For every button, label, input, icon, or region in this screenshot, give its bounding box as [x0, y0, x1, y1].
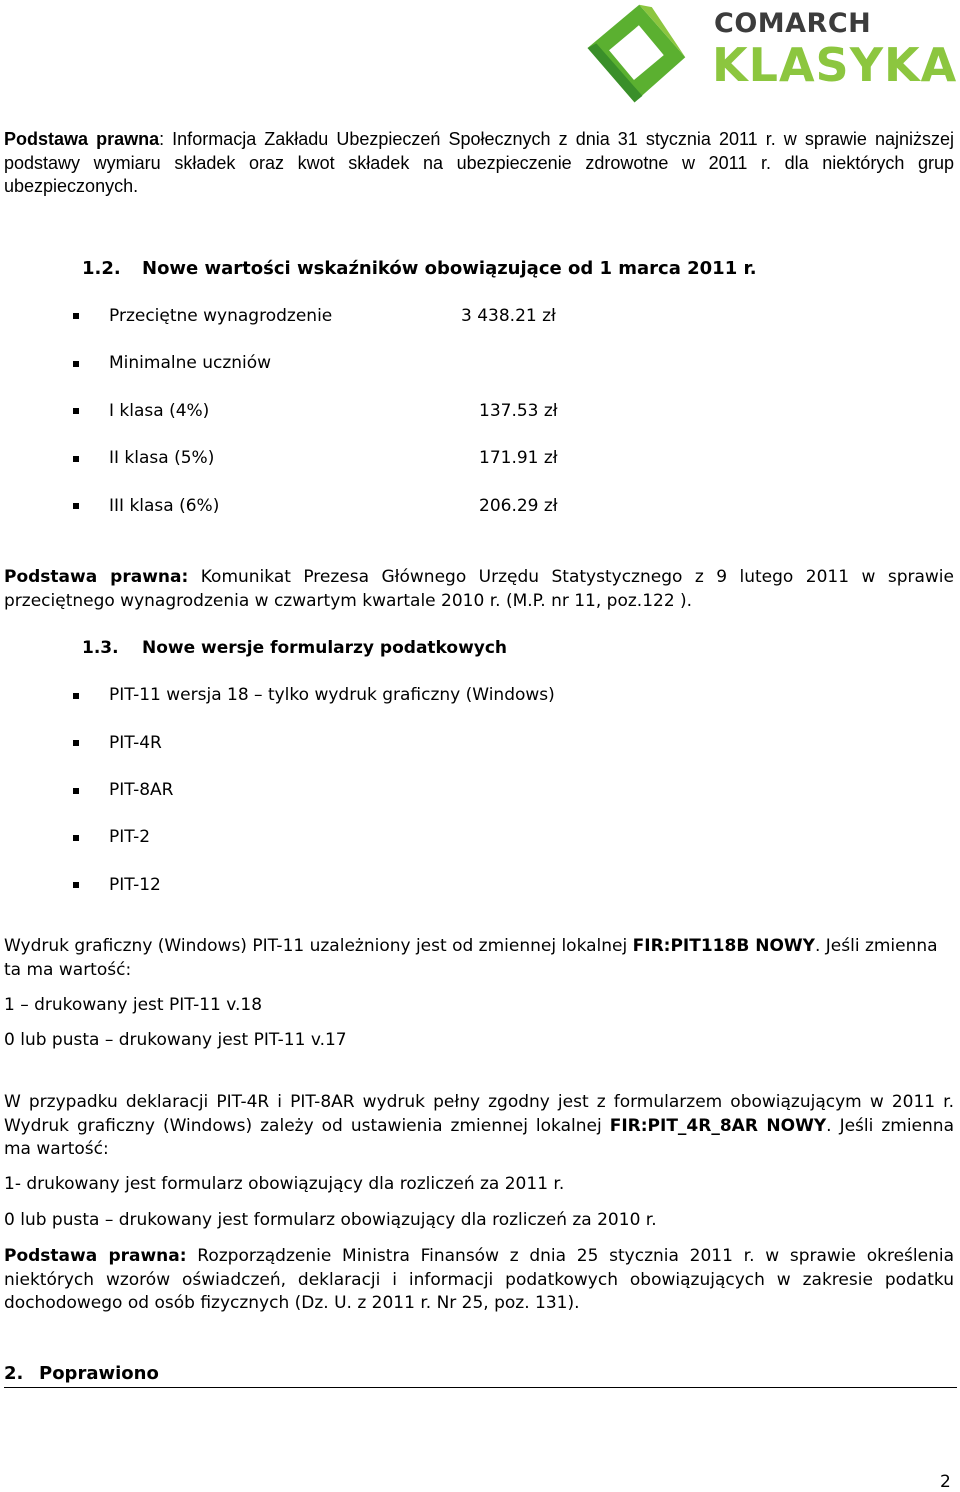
legal-basis-label: Podstawa prawna:	[4, 567, 189, 587]
legal-basis-text: : Informacja Zakładu Ubezpieczeń Społecznych z dnia 31 stycznia 2011 r. w sprawie najniższej podstawy wymiaru składek oraz kwot składek na ubezpieczenie zdrowotne w 2011 r. dla niektórych grup ubezpieczonych.	[4, 129, 954, 196]
indicator-label: I klasa (4%)	[109, 401, 210, 421]
pit11-print-paragraph	[4, 935, 954, 982]
variable-name: FIR:PIT_4R_8AR NOWY	[609, 1115, 827, 1136]
paragraph-text: W przypadku deklaracji PIT-4R i PIT-8AR wydruk pełny zgodny jest z formularzem obowiązującym w 2011 r. Wydruk graficzny (Windows) zależy od ustawienia zmiennej lokalnej	[4, 1092, 954, 1136]
legal-basis-text: Rozporządzenie Ministra Finansów z dnia 25 stycznia 2011 r. w sprawie określenia niektórych wzorów oświadczeń, deklaracji i informacji podatkowych obowiązujących w zakresie podatku dochodowego od osób fizycznych (Dz. U. z 2011 r. Nr 25, poz. 131).	[4, 1246, 954, 1313]
page-number: 2	[940, 1472, 951, 1492]
bullet-icon	[73, 740, 79, 746]
logo-text-comarch: COMARCH	[714, 8, 872, 39]
section-title: Poprawiono	[39, 1363, 159, 1384]
legal-basis-label: Podstawa prawna	[4, 129, 160, 149]
section-divider	[4, 1387, 957, 1388]
bullet-icon	[73, 788, 79, 794]
legal-basis-paragraph-2	[4, 566, 954, 613]
option-line: 1 – drukowany jest PIT-11 v.18	[4, 995, 263, 1015]
section-number: 2.	[4, 1363, 24, 1384]
section-number: 1.3.	[82, 638, 119, 658]
option-line: 0 lub pusta – drukowany jest PIT-11 v.17	[4, 1030, 347, 1050]
option-line: 0 lub pusta – drukowany jest formularz obowiązujący dla rozliczeń za 2010 r.	[4, 1210, 657, 1230]
option-line: 1- drukowany jest formularz obowiązujący dla rozliczeń za 2011 r.	[4, 1174, 565, 1194]
pit4r-print-paragraph	[4, 1091, 954, 1162]
variable-name: FIR:PIT118B NOWY	[632, 936, 815, 956]
form-label: PIT-8AR	[109, 780, 174, 800]
legal-basis-paragraph-1	[4, 128, 954, 199]
form-label: PIT-2	[109, 827, 151, 847]
legal-basis-label: Podstawa prawna:	[4, 1246, 187, 1266]
bullet-icon	[73, 313, 79, 319]
section-heading-1-2	[82, 258, 757, 279]
bullet-icon	[73, 361, 79, 367]
section-number: 1.2.	[82, 258, 121, 279]
paragraph-text: . Jeśli zmienna ma wartość:	[4, 1115, 954, 1159]
bullet-icon	[73, 693, 79, 699]
section-title: Nowe wersje formularzy podatkowych	[142, 638, 508, 658]
comarch-klasyka-logo	[584, 4, 958, 104]
bullet-icon	[73, 835, 79, 841]
section-heading-1-3	[82, 638, 507, 658]
section-heading-2	[4, 1363, 159, 1384]
indicator-value: 137.53 zł	[479, 401, 558, 421]
section-title: Nowe wartości wskaźników obowiązujące od 1 marca 2011 r.	[142, 258, 757, 279]
logo-text-klasyka: KLASYKA	[712, 38, 958, 92]
bullet-icon	[73, 882, 79, 888]
bullet-icon	[73, 408, 79, 414]
logo-mark-icon	[584, 4, 694, 104]
indicator-label: Minimalne uczniów	[109, 353, 272, 373]
paragraph-text: Wydruk graficzny (Windows) PIT-11 uzależniony jest od zmiennej lokalnej	[4, 936, 633, 956]
indicator-label: Przeciętne wynagrodzenie	[109, 306, 333, 326]
form-label: PIT-4R	[109, 733, 162, 753]
legal-basis-text: Komunikat Prezesa Głównego Urzędu Statystycznego z 9 lutego 2011 w sprawie przeciętnego wynagrodzenia w czwartym kwartale 2010 r. (M.P. nr 11, poz.122 ).	[4, 567, 954, 611]
indicator-value: 206.29 zł	[479, 496, 558, 516]
paragraph-text: . Jeśli zmienna ta ma wartość:	[4, 936, 938, 980]
bullet-icon	[73, 503, 79, 509]
legal-basis-paragraph-3	[4, 1245, 954, 1316]
indicator-value: 3 438.21 zł	[461, 306, 556, 326]
indicator-value: 171.91 zł	[479, 448, 558, 468]
bullet-icon	[73, 456, 79, 462]
form-label: PIT-11 wersja 18 – tylko wydruk graficzny (Windows)	[109, 685, 555, 705]
indicator-label: III klasa (6%)	[109, 496, 220, 516]
form-label: PIT-12	[109, 875, 161, 895]
indicator-label: II klasa (5%)	[109, 448, 215, 468]
